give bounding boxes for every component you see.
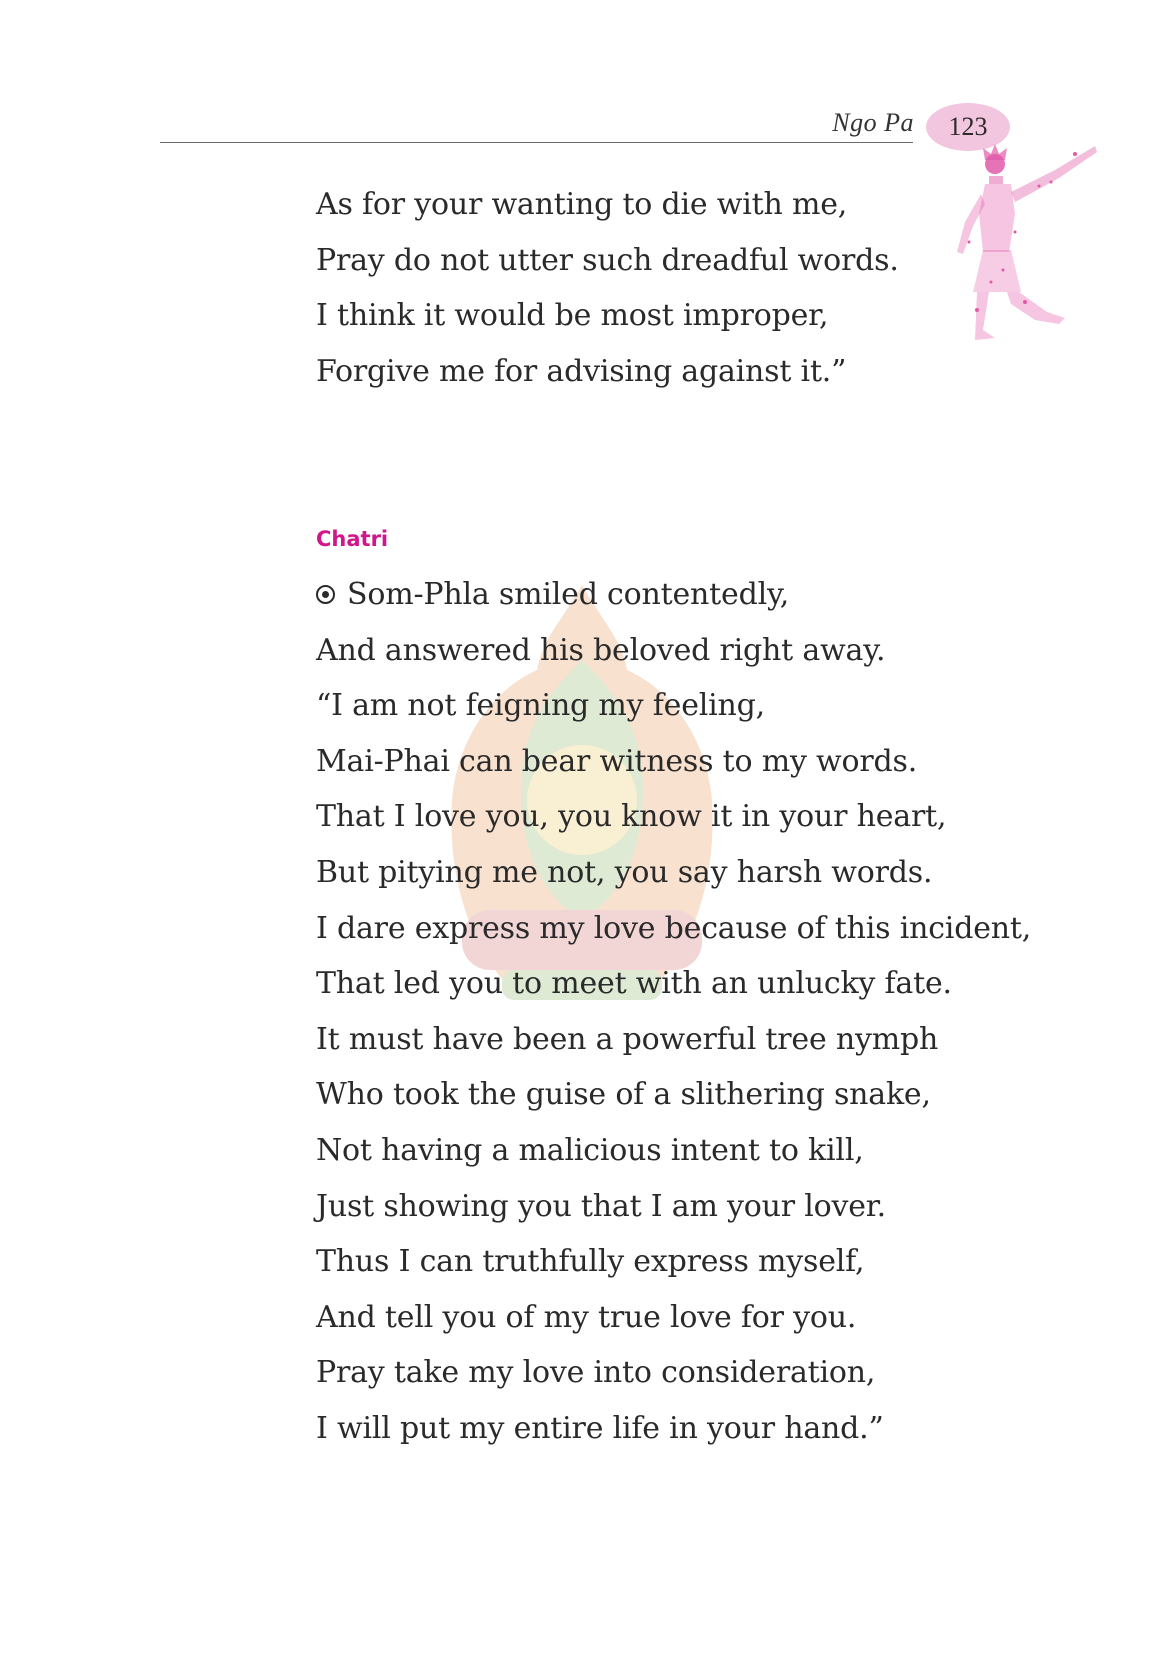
verse-line: Who took the guise of a slithering snake, (316, 1077, 931, 1113)
verse-line: Mai-Phai can bear witness to my words. (316, 743, 918, 779)
verse-line (316, 567, 1031, 623)
verse-line: As for your wanting to die with me, (316, 187, 848, 222)
verse-line: Pray take my love into consideration, (316, 1355, 876, 1391)
dancer-illustration (955, 142, 1120, 347)
running-title: Ngo Pa (832, 108, 914, 137)
verse-line: Pray do not utter such dreadful words. (316, 242, 899, 278)
page-number: 123 (948, 112, 988, 141)
verse-line-text: Som-Phla smiled contentedly, (347, 577, 790, 612)
verse-line: And tell you of my true love for you. (316, 1299, 857, 1335)
verse-line: Not having a malicious intent to kill, (316, 1132, 864, 1168)
verse-line: That I love you, you know it in your heart, (316, 799, 947, 835)
verse-line: “I am not feigning my feeling, (316, 688, 765, 724)
circled-dot-bullet-icon (316, 585, 335, 604)
verse-line: Thus I can truthfully express myself, (316, 1244, 865, 1280)
section-label: Chatri (316, 527, 389, 551)
header-rule (160, 142, 913, 143)
verse-line: That led you to meet with an unlucky fate. (316, 966, 952, 1002)
stanza-one (316, 177, 899, 399)
verse-line: It must have been a powerful tree nymph (316, 1021, 939, 1057)
verse-line: And answered his beloved right away. (316, 632, 886, 668)
verse-line: I dare express my love because of this incident, (316, 910, 1032, 946)
verse-line: I think it would be most improper, (316, 298, 829, 334)
verse-line: Forgive me for advising against it.” (316, 353, 847, 389)
verse-line: Just showing you that I am your lover. (316, 1188, 886, 1224)
verse-line: But pitying me not, you say harsh words. (316, 854, 933, 890)
verse-line: I will put my entire life in your hand.” (316, 1410, 884, 1446)
stanza-two (316, 567, 1031, 1457)
